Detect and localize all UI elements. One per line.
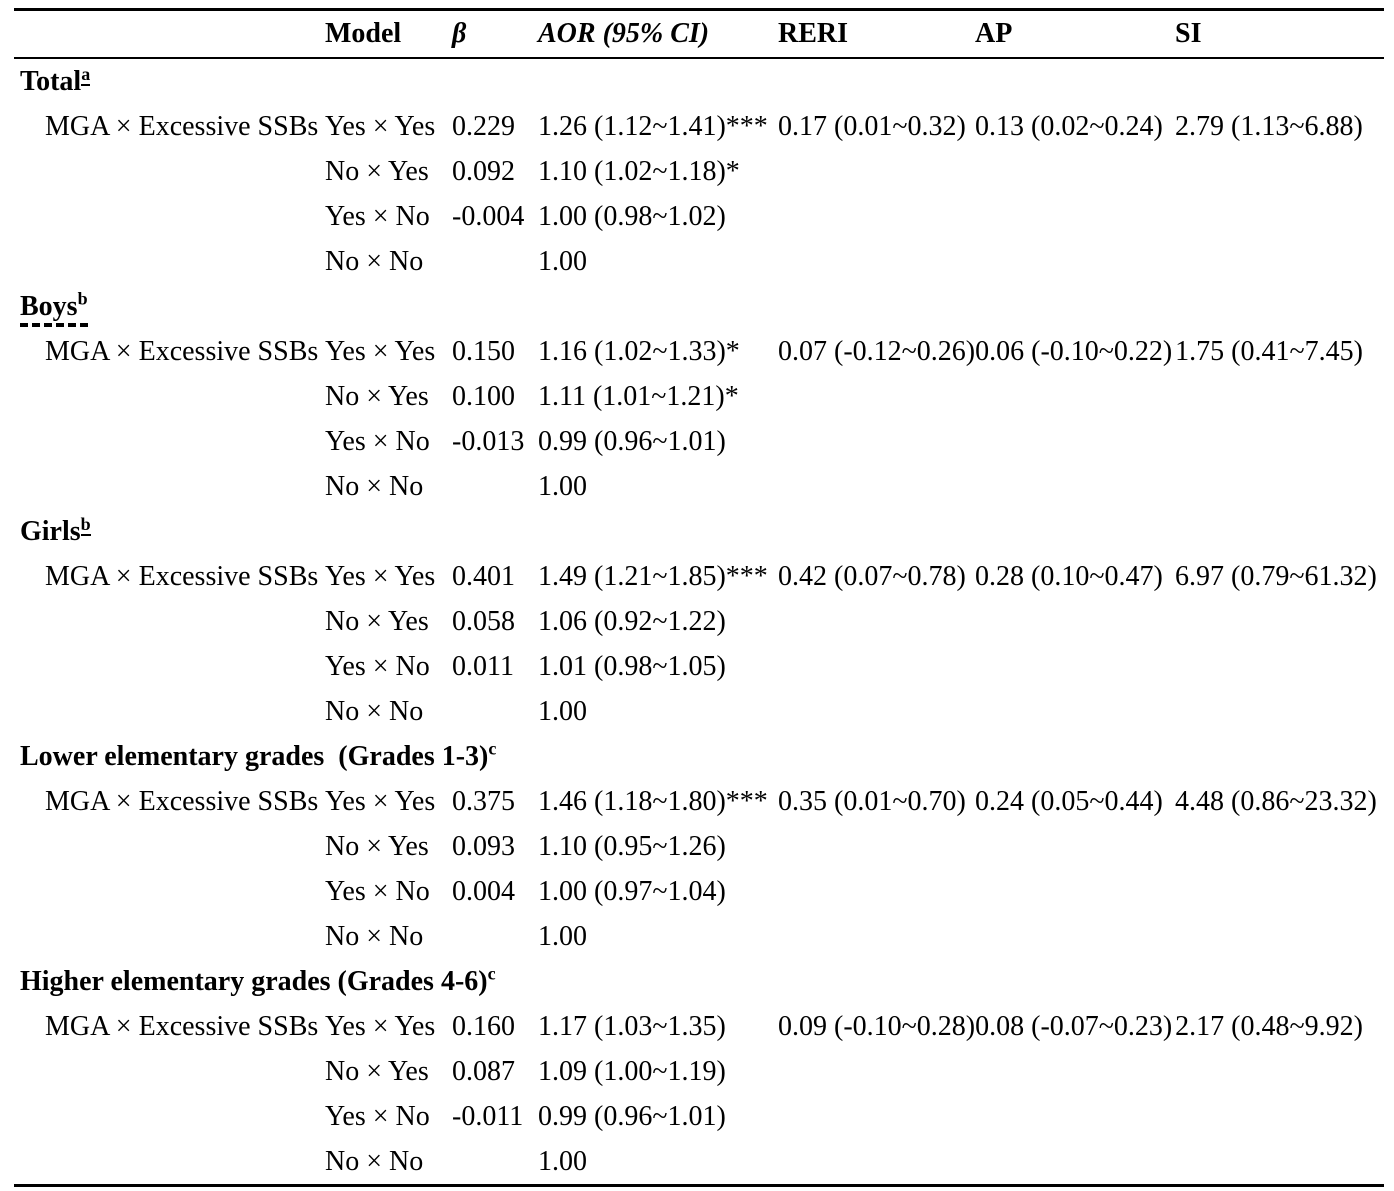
table-row: [14, 104, 1384, 149]
cell-aor: 1.00 (0.98~1.02): [538, 201, 726, 232]
section-title-cell: [14, 509, 91, 554]
cell-si: [1175, 1139, 1384, 1184]
table-row: [14, 239, 1384, 284]
cell-aor: 1.00: [538, 471, 587, 502]
cell-beta: 0.229: [452, 111, 515, 142]
cell-ap: 0.24 (0.05~0.44): [975, 786, 1163, 817]
cell-beta: 0.087: [452, 1056, 515, 1087]
cell-reri: [778, 464, 975, 509]
cell-reri: [778, 374, 975, 419]
cell-aor: 1.00 (0.97~1.04): [538, 876, 726, 907]
cell-aor: 1.10 (0.95~1.26): [538, 831, 726, 862]
cell-beta: 0.058: [452, 606, 515, 637]
cell-ap: [975, 464, 1175, 509]
cell-si: [1175, 824, 1384, 869]
cell-reri: [778, 239, 975, 284]
header-beta: β: [452, 18, 467, 49]
cell-model: Yes × No: [325, 426, 430, 457]
cell-interaction-label: MGA × Excessive SSBs: [45, 111, 319, 142]
section-footnote-marker: b: [80, 513, 91, 534]
cell-interaction-label: [14, 824, 325, 869]
cell-ap: [975, 419, 1175, 464]
section-title-cell: [14, 734, 496, 779]
table-row: [14, 1049, 1384, 1094]
cell-model: Yes × Yes: [325, 561, 436, 592]
cell-aor: 1.11 (1.01~1.21)*: [538, 381, 739, 412]
section-footnote-marker: c: [488, 738, 497, 759]
cell-beta: 0.100: [452, 381, 515, 412]
section-title: Total: [20, 66, 82, 97]
cell-model: Yes × No: [325, 651, 430, 682]
section-title: Girls: [20, 516, 81, 547]
cell-beta: 0.004: [452, 876, 515, 907]
cell-model: Yes × No: [325, 201, 430, 232]
cell-aor: 1.06 (0.92~1.22): [538, 606, 726, 637]
cell-model: No × Yes: [325, 1056, 429, 1087]
cell-beta: [452, 1139, 538, 1184]
results-table: [14, 8, 1384, 1187]
cell-aor: 1.00: [538, 1146, 587, 1177]
table-header-row: [14, 11, 1384, 59]
cell-ap: [975, 1094, 1175, 1139]
cell-si: 2.79 (1.13~6.88): [1175, 111, 1363, 142]
cell-aor: 0.99 (0.96~1.01): [538, 1101, 726, 1132]
cell-reri: 0.35 (0.01~0.70): [778, 786, 966, 817]
cell-aor: 1.10 (1.02~1.18)*: [538, 156, 740, 187]
table-row: [14, 329, 1384, 374]
cell-interaction-label: [14, 149, 325, 194]
cell-reri: [778, 149, 975, 194]
table-row: [14, 149, 1384, 194]
table-row: [14, 1139, 1384, 1184]
cell-si: [1175, 599, 1384, 644]
cell-beta: 0.150: [452, 336, 515, 367]
cell-ap: [975, 914, 1175, 959]
cell-reri: [778, 644, 975, 689]
section-title-row: [14, 959, 1384, 1004]
cell-model: Yes × No: [325, 876, 430, 907]
cell-interaction-label: [14, 1049, 325, 1094]
cell-si: [1175, 464, 1384, 509]
cell-reri: [778, 914, 975, 959]
cell-beta: 0.093: [452, 831, 515, 862]
cell-model: No × Yes: [325, 831, 429, 862]
section-title: Boys: [20, 291, 78, 322]
table-row: [14, 599, 1384, 644]
cell-ap: [975, 374, 1175, 419]
cell-ap: 0.06 (-0.10~0.22): [975, 336, 1173, 367]
cell-beta: [452, 239, 538, 284]
cell-si: [1175, 644, 1384, 689]
cell-ap: 0.08 (-0.07~0.23): [975, 1011, 1173, 1042]
section-title-row: [14, 734, 1384, 779]
cell-ap: [975, 1049, 1175, 1094]
cell-interaction-label: [14, 1094, 325, 1139]
cell-aor: 1.00: [538, 696, 587, 727]
cell-ap: [975, 869, 1175, 914]
cell-aor: 1.00: [538, 921, 587, 952]
cell-reri: [778, 1049, 975, 1094]
section-title-row: [14, 284, 1384, 329]
cell-aor: 1.49 (1.21~1.85)***: [538, 561, 768, 592]
cell-interaction-label: [14, 239, 325, 284]
table-row: [14, 914, 1384, 959]
cell-interaction-label: MGA × Excessive SSBs: [45, 786, 319, 817]
cell-model: No × Yes: [325, 156, 429, 187]
cell-aor: 1.00: [538, 246, 587, 277]
table-body: [14, 59, 1384, 1184]
cell-model: No × Yes: [325, 381, 429, 412]
header-si: SI: [1175, 18, 1202, 49]
cell-interaction-label: [14, 419, 325, 464]
cell-reri: [778, 419, 975, 464]
cell-si: 6.97 (0.79~61.32): [1175, 561, 1377, 592]
cell-beta: 0.401: [452, 561, 515, 592]
section-title-cell: [14, 959, 496, 1004]
cell-interaction-label: [14, 644, 325, 689]
cell-aor: 1.46 (1.18~1.80)***: [538, 786, 768, 817]
header-aor: AOR (95% CI): [538, 18, 710, 49]
cell-aor: 0.99 (0.96~1.01): [538, 426, 726, 457]
cell-beta: 0.011: [452, 651, 514, 682]
cell-si: [1175, 1094, 1384, 1139]
cell-ap: [975, 239, 1175, 284]
header-model: Model: [325, 18, 402, 49]
cell-ap: [975, 194, 1175, 239]
cell-interaction-label: MGA × Excessive SSBs: [45, 1011, 319, 1042]
section-title-cell: [14, 284, 88, 329]
section-footnote-marker: c: [487, 963, 496, 984]
cell-model: Yes × No: [325, 1101, 430, 1132]
cell-ap: [975, 824, 1175, 869]
cell-aor: 1.17 (1.03~1.35): [538, 1011, 726, 1042]
section-title: Lower elementary grades (Grades 1-3): [20, 741, 489, 772]
table-row: [14, 1094, 1384, 1139]
cell-si: [1175, 914, 1384, 959]
cell-beta: -0.011: [452, 1101, 524, 1132]
cell-reri: [778, 599, 975, 644]
cell-interaction-label: [14, 374, 325, 419]
section-footnote-marker: b: [77, 288, 88, 309]
table-row: [14, 554, 1384, 599]
cell-si: [1175, 374, 1384, 419]
table-row: [14, 464, 1384, 509]
cell-reri: 0.42 (0.07~0.78): [778, 561, 966, 592]
cell-beta: -0.004: [452, 201, 525, 232]
cell-beta: 0.092: [452, 156, 515, 187]
cell-ap: [975, 599, 1175, 644]
cell-ap: 0.28 (0.10~0.47): [975, 561, 1163, 592]
cell-beta: 0.375: [452, 786, 515, 817]
cell-reri: [778, 1139, 975, 1184]
cell-reri: [778, 194, 975, 239]
table-row: [14, 779, 1384, 824]
table-row: [14, 1004, 1384, 1049]
cell-aor: 1.09 (1.00~1.19): [538, 1056, 726, 1087]
cell-aor: 1.01 (0.98~1.05): [538, 651, 726, 682]
cell-beta: [452, 914, 538, 959]
table-row: [14, 689, 1384, 734]
cell-beta: [452, 464, 538, 509]
cell-interaction-label: [14, 464, 325, 509]
cell-interaction-label: [14, 599, 325, 644]
cell-si: 2.17 (0.48~9.92): [1175, 1011, 1363, 1042]
cell-model: No × No: [325, 921, 424, 952]
table-row: [14, 419, 1384, 464]
cell-reri: 0.09 (-0.10~0.28): [778, 1011, 976, 1042]
header-ap: AP: [975, 18, 1013, 49]
cell-ap: 0.13 (0.02~0.24): [975, 111, 1163, 142]
table-row: [14, 644, 1384, 689]
section-title-row: [14, 509, 1384, 554]
cell-model: No × No: [325, 246, 424, 277]
cell-model: Yes × Yes: [325, 1011, 436, 1042]
cell-si: [1175, 689, 1384, 734]
cell-interaction-label: [14, 1139, 325, 1184]
cell-model: Yes × Yes: [325, 786, 436, 817]
cell-aor: 1.26 (1.12~1.41)***: [538, 111, 768, 142]
section-footnote-marker: a: [81, 63, 91, 84]
cell-reri: [778, 1094, 975, 1139]
cell-si: [1175, 239, 1384, 284]
section-title-cell: [14, 59, 90, 104]
cell-ap: [975, 1139, 1175, 1184]
cell-ap: [975, 689, 1175, 734]
cell-reri: 0.17 (0.01~0.32): [778, 111, 966, 142]
cell-reri: [778, 824, 975, 869]
cell-si: 1.75 (0.41~7.45): [1175, 336, 1363, 367]
cell-model: Yes × Yes: [325, 111, 436, 142]
cell-reri: [778, 869, 975, 914]
table-row: [14, 374, 1384, 419]
cell-model: No × Yes: [325, 606, 429, 637]
header-reri: RERI: [778, 18, 849, 49]
cell-interaction-label: [14, 869, 325, 914]
cell-ap: [975, 644, 1175, 689]
section-title-row: [14, 59, 1384, 104]
table-row: [14, 194, 1384, 239]
cell-si: [1175, 149, 1384, 194]
section-title: Higher elementary grades (Grades 4-6): [20, 966, 488, 997]
table-row: [14, 824, 1384, 869]
cell-aor: 1.16 (1.02~1.33)*: [538, 336, 740, 367]
cell-ap: [975, 149, 1175, 194]
cell-beta: 0.160: [452, 1011, 515, 1042]
cell-model: No × No: [325, 1146, 424, 1177]
cell-si: [1175, 869, 1384, 914]
cell-si: 4.48 (0.86~23.32): [1175, 786, 1377, 817]
cell-interaction-label: [14, 914, 325, 959]
header-row-label: [14, 11, 325, 57]
cell-beta: -0.013: [452, 426, 525, 457]
cell-si: [1175, 419, 1384, 464]
cell-interaction-label: [14, 689, 325, 734]
cell-beta: [452, 689, 538, 734]
cell-model: No × No: [325, 696, 424, 727]
cell-reri: 0.07 (-0.12~0.26): [778, 336, 976, 367]
cell-si: [1175, 1049, 1384, 1094]
cell-model: Yes × Yes: [325, 336, 436, 367]
cell-model: No × No: [325, 471, 424, 502]
cell-reri: [778, 689, 975, 734]
cell-interaction-label: MGA × Excessive SSBs: [45, 336, 319, 367]
table-row: [14, 869, 1384, 914]
cell-interaction-label: MGA × Excessive SSBs: [45, 561, 319, 592]
cell-si: [1175, 194, 1384, 239]
cell-interaction-label: [14, 194, 325, 239]
